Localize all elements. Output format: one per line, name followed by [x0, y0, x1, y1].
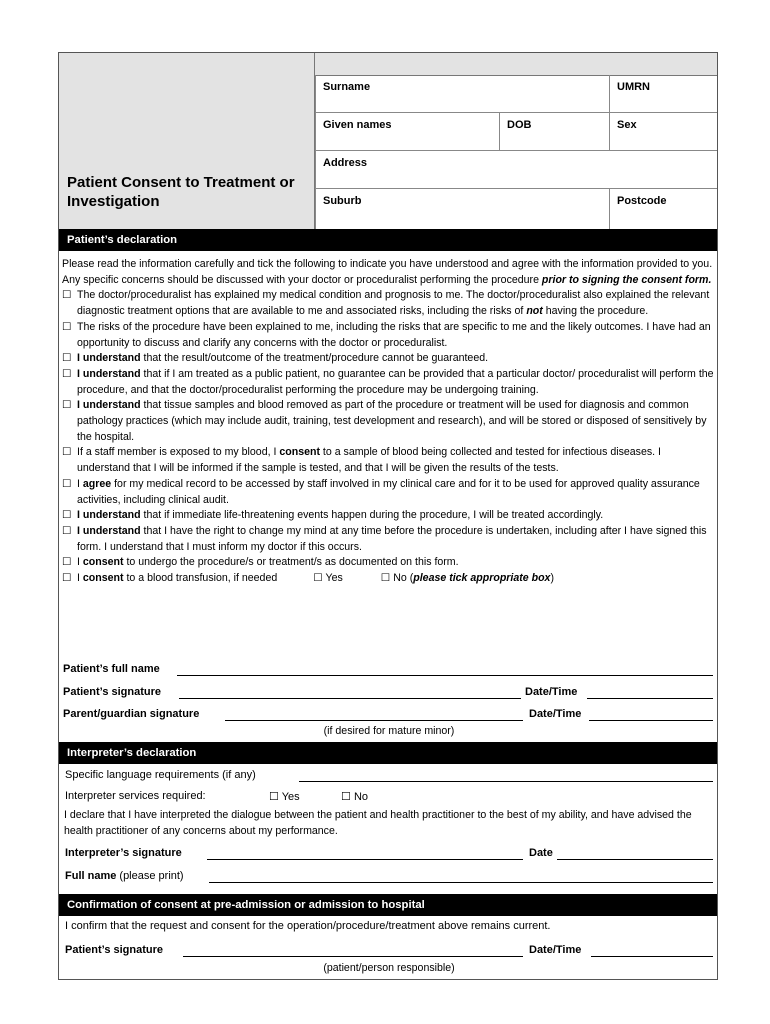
consent-item[interactable]: ☐ I consent to a blood transfusion, if needed ☐ Yes ☐ No (please tick appropriate box): [62, 571, 714, 587]
surname-field[interactable]: Surname: [315, 75, 609, 113]
language-requirements-label: Specific language requirements (if any): [65, 769, 256, 781]
umrn-field[interactable]: UMRN: [609, 75, 717, 113]
checkbox-icon[interactable]: ☐: [341, 791, 351, 803]
consent-item[interactable]: ☐ I understand that the result/outcome of the treatment/procedure cannot be guaranteed.: [62, 351, 714, 367]
interpreter-services-label: Interpreter services required:: [65, 790, 206, 802]
interpreter-signature-row: [63, 847, 715, 862]
sex-field[interactable]: Sex: [609, 113, 717, 151]
confirmation-signature-label: Patient’s signature: [65, 944, 164, 956]
checkbox-icon[interactable]: ☐: [380, 572, 391, 585]
guardian-signature-row: [63, 708, 715, 723]
suburb-field[interactable]: Suburb: [315, 189, 609, 229]
form-title: Patient Consent to Treatment or Investigation: [67, 174, 295, 210]
guardian-signature-label: Parent/guardian signature: [63, 708, 200, 720]
checkbox-icon[interactable]: ☐: [62, 509, 72, 522]
confirmation-heading: Confirmation of consent at pre-admission or admission to hospital: [59, 894, 717, 916]
interpreter-declaration-heading: Interpreter’s declaration: [59, 742, 717, 764]
checkbox-icon[interactable]: ☐: [62, 399, 72, 412]
consent-item[interactable]: ☐ I understand that I have the right to change my mind at any time before the procedure is undertaken, including after I have signed this form. I understand that I must inform my doctor if this occurs.: [62, 524, 707, 553]
language-requirements-row: [63, 769, 715, 784]
postcode-field[interactable]: Postcode: [609, 189, 717, 229]
interpreter-signature-line[interactable]: [207, 859, 523, 860]
consent-item[interactable]: ☐ I agree for my medical record to be accessed by staff involved in my clinical care and for it to be used for approved quality assurance activities, including clinical audit.: [62, 477, 700, 506]
patient-full-name-row: [63, 663, 715, 678]
interpreter-signature-label: Interpreter’s signature: [65, 847, 182, 859]
interpreter-full-name-row: [63, 870, 715, 885]
interpreter-declaration-text: I declare that I have interpreted the dialogue between the patient and health practitioner to the best of my ability, and have advised the health practitioner of any concerns about my performance.: [64, 809, 692, 837]
checkbox-icon[interactable]: ☐: [62, 352, 72, 365]
label-strip: [315, 53, 717, 76]
consent-item[interactable]: ☐ The doctor/proceduralist has explained my medical condition and prognosis to me. The doctor/proceduralist also explained the relevant diagnostic treatment options that are available to me and associated risks, including the risks of not having the procedure.: [62, 289, 710, 318]
confirmation-text: I confirm that the request and consent for the operation/procedure/treatment above remains current.: [65, 920, 551, 932]
date-time-line[interactable]: [589, 720, 713, 721]
consent-item[interactable]: ☐ If a staff member is exposed to my blood, I consent to a sample of blood being collected and tested for infectious diseases. I understand that I will be informed if the sample is tested, and that I will be given the results of the tests.: [62, 446, 661, 475]
checkbox-icon[interactable]: ☐: [62, 320, 72, 333]
confirmation-signature-line[interactable]: [183, 956, 523, 957]
confirmation-date-time-label: Date/Time: [529, 944, 582, 956]
patient-full-name-label: Patient’s full name: [63, 663, 160, 675]
consent-form: [58, 52, 718, 980]
consent-item[interactable]: ☐ The risks of the procedure have been explained to me, including the risks that are specific to me and the likely outcomes. I have had an opportunity to discuss and clarify any concerns with the doctor or proceduralist.: [62, 320, 711, 349]
checkbox-icon[interactable]: ☐: [62, 446, 72, 459]
checkbox-icon[interactable]: ☐: [62, 289, 72, 302]
language-requirements-line[interactable]: [299, 781, 713, 782]
patient-signature-label: Patient’s signature: [63, 686, 162, 698]
guardian-note: (if desired for mature minor): [323, 725, 455, 737]
checkbox-icon[interactable]: ☐: [62, 524, 72, 537]
transfusion-yes-checkbox[interactable]: ☐ Yes: [313, 572, 343, 585]
patient-declaration-heading: Patient’s declaration: [59, 229, 717, 251]
consent-item[interactable]: ☐ I understand that if I am treated as a public patient, no guarantee can be provided that a particular doctor/ proceduralist will perform the procedure, and that the doctor/proceduralist performing the procedure may be undergoing training.: [62, 367, 714, 396]
confirmation-text-row: [63, 920, 715, 935]
confirmation-date-time-line[interactable]: [591, 956, 713, 957]
interpreter-no-checkbox[interactable]: ☐ No: [341, 791, 368, 803]
title-panel: [59, 53, 315, 229]
given-names-field[interactable]: Given names: [315, 113, 499, 151]
interpreter-date-label: Date: [529, 847, 553, 859]
transfusion-no-checkbox[interactable]: ☐ No (please tick appropriate box): [380, 572, 554, 585]
checkbox-icon[interactable]: ☐: [62, 367, 72, 380]
checkbox-icon[interactable]: ☐: [269, 791, 279, 803]
interpreter-full-name-label: Full name (please print): [65, 870, 184, 882]
checkbox-icon[interactable]: ☐: [62, 572, 72, 585]
guardian-signature-line[interactable]: [225, 720, 523, 721]
consent-item[interactable]: ☐ I understand that tissue samples and blood removed as part of the procedure or treatment will be used for diagnosis and common pathology practices (which may include audit, training, test development and research), and will be stored or disposed of sensitively by the hospital.: [62, 399, 707, 443]
consent-item[interactable]: ☐ I understand that if immediate life-threatening events happen during the procedure, I will be treated accordingly.: [62, 508, 714, 524]
checkbox-icon[interactable]: ☐: [313, 572, 323, 585]
confirmation-note: (patient/person responsible): [323, 962, 455, 974]
patient-signature-row: [63, 686, 715, 701]
declaration-intro: Please read the information carefully and tick the following to indicate you have understood and agree with the information provided to you. Any specific concerns should be discussed with your doctor or proceduralist performing the procedure prior to signing the consent form.: [62, 258, 713, 286]
date-time-line[interactable]: [587, 698, 713, 699]
address-field[interactable]: Address: [315, 151, 717, 189]
checkbox-icon[interactable]: ☐: [62, 477, 72, 490]
dob-field[interactable]: DOB: [499, 113, 609, 151]
interpreter-yes-checkbox[interactable]: ☐ Yes: [269, 791, 300, 803]
confirmation-signature-row: [63, 944, 715, 959]
date-time-label: Date/Time: [525, 686, 578, 698]
patient-full-name-line[interactable]: [177, 675, 713, 676]
consent-item[interactable]: ☐ I consent to undergo the procedure/s or treatment/s as documented on this form.: [62, 555, 714, 571]
interpreter-full-name-line[interactable]: [209, 882, 713, 883]
date-time-label: Date/Time: [529, 708, 582, 720]
patient-declaration-body: [62, 257, 714, 587]
interpreter-date-line[interactable]: [557, 859, 713, 860]
patient-signature-line[interactable]: [179, 698, 521, 699]
interpreter-services-row: [63, 790, 715, 805]
checkbox-icon[interactable]: ☐: [62, 556, 72, 569]
